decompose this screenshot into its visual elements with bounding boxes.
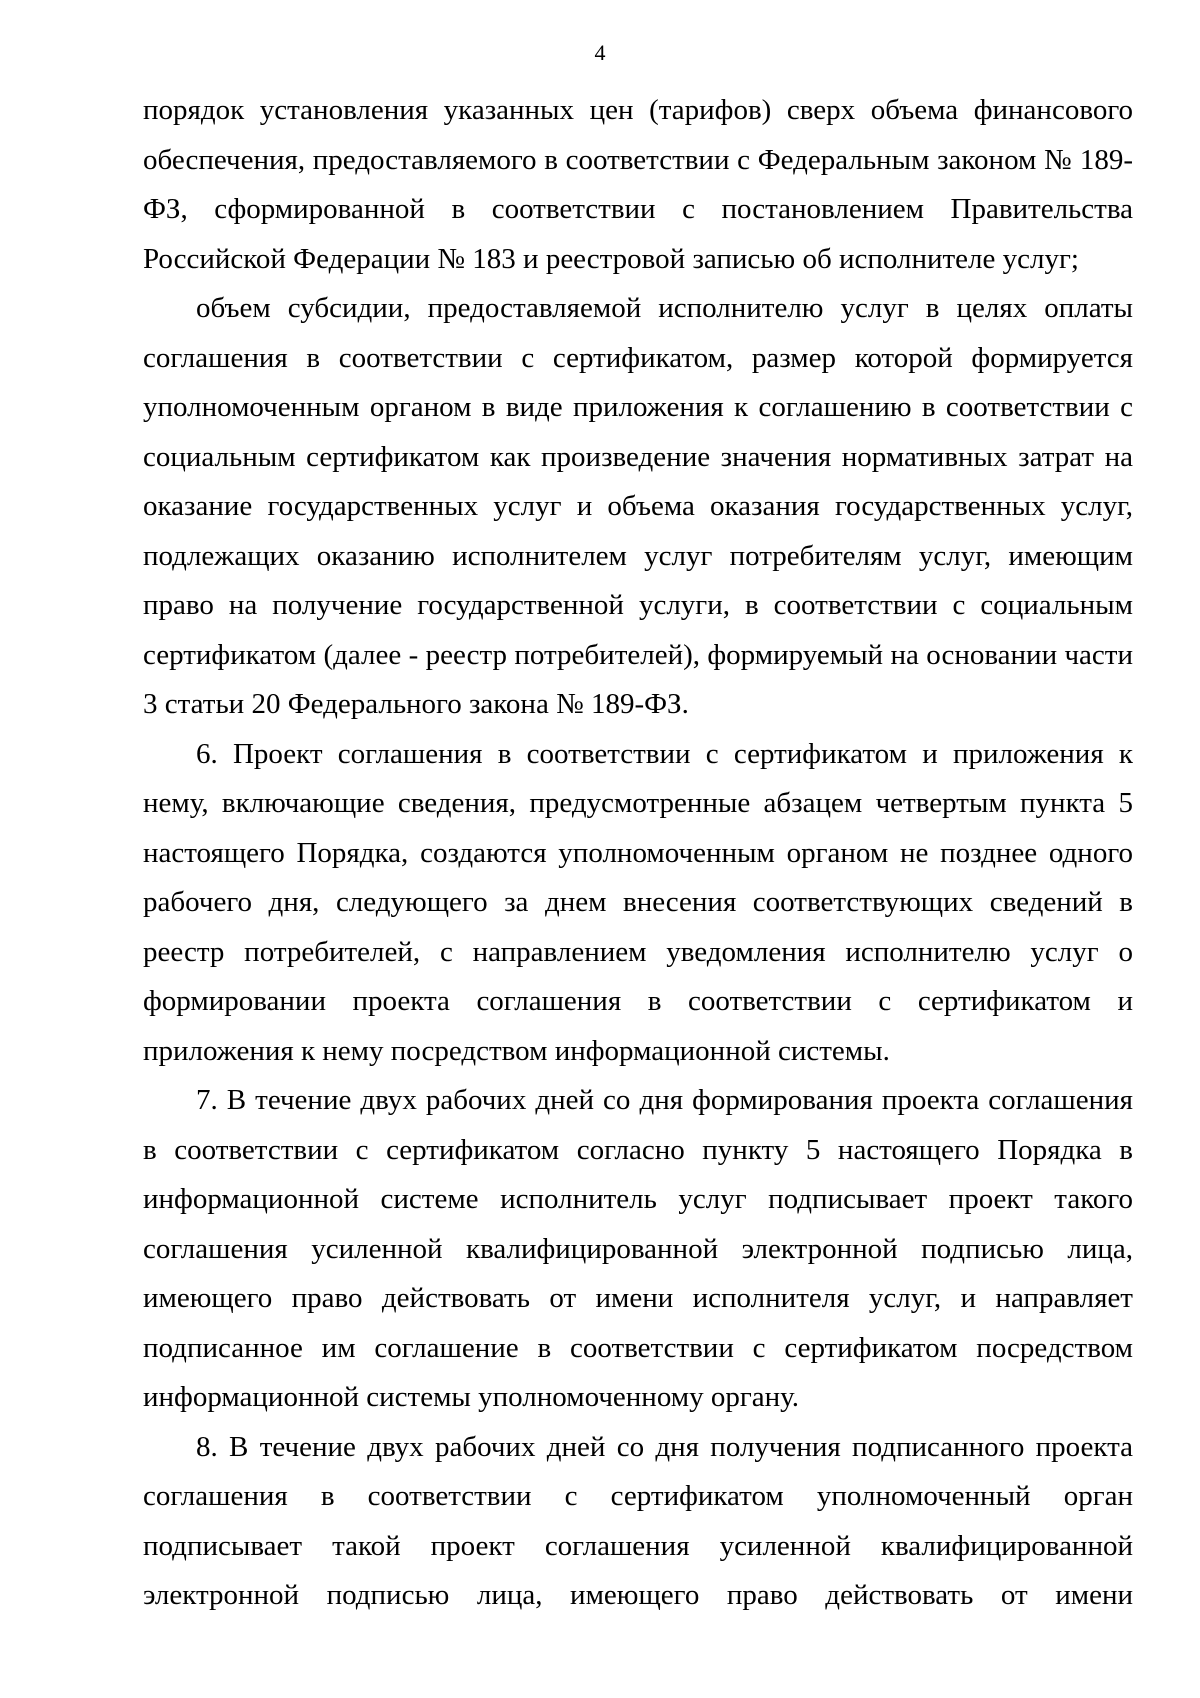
paragraph-subsidy-volume: объем субсидии, предоставляемой исполнителю услуг в целях оплаты соглашения в соответствии с сертификатом, размер которой формируется уполномоченным органом в виде приложения к соглашению в соответствии с социальным сертификатом как произведение значения нормативных затрат на оказание государственных услуг и объема оказания государственных услуг, подлежащих оказанию исполнителем услуг потребителям услуг, имеющим право на получение государственной услуги, в соответствии с социальным сертификатом (далее - реестр потребителей), формируемый на основании части 3 статьи 20 Федерального закона № 189-ФЗ. xyxy=(143,292,1133,720)
paragraph-item-7: 7. В течение двух рабочих дней со дня формирования проекта соглашения в соответствии с сертификатом согласно пункту 5 настоящего Порядка в информационной системе исполнитель услуг подписывает проект такого соглашения усиленной квалифицированной электронной подписью лица, имеющего право действовать от имени исполнителя услуг, и направляет подписанное им соглашение в соответствии с сертификатом посредством информационной системы уполномоченному органу. xyxy=(143,1084,1133,1413)
paragraph-item-6: 6. Проект соглашения в соответствии с сертификатом и приложения к нему, включающие сведения, предусмотренные абзацем четвертым пункта 5 настоящего Порядка, создаются уполномоченным органом не позднее одного рабочего дня, следующего за днем внесения соответствующих сведений в реестр потребителей, с направлением уведомления исполнителю услуг о формировании проекта соглашения в соответствии с сертификатом и приложения к нему посредством информационной системы. xyxy=(143,737,1133,1067)
paragraph-price-procedure: порядок установления указанных цен (тарифов) сверх объема финансового обеспечения, предоставляемого в соответствии с Федеральным законом № 189-ФЗ, сформированной в соответствии с постановлением Правительства Российской Федерации № 183 и реестровой записью об исполнителе услуг; xyxy=(143,94,1133,275)
paragraph-item-8: 8. В течение двух рабочих дней со дня получения подписанного проекта соглашения в соответствии с сертификатом уполномоченный орган подписывает такой проект соглашения усиленной квалифицированной электронной подписью лица, имеющего право действовать от имени xyxy=(143,1430,1133,1611)
document-body xyxy=(143,86,1133,1621)
page-number: 4 xyxy=(594,40,606,65)
